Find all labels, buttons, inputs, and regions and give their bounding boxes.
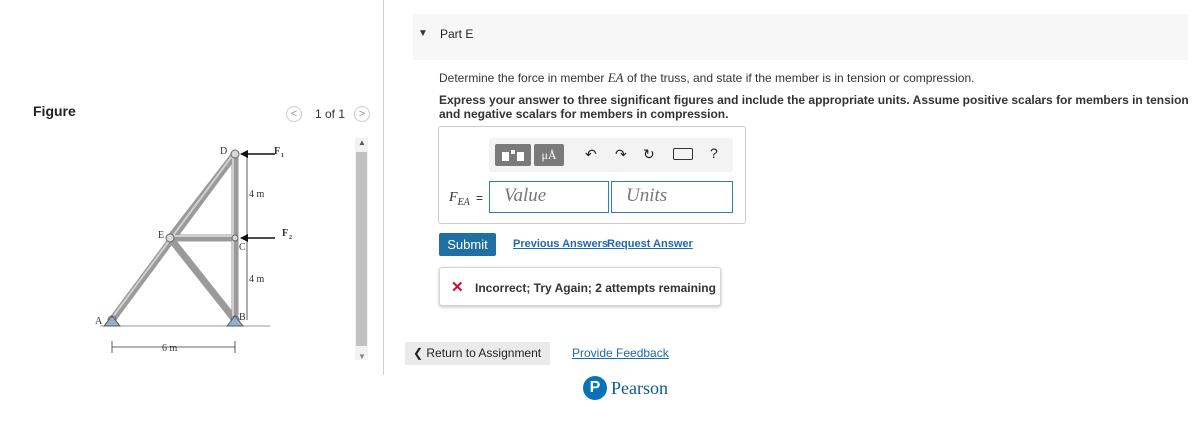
request-answer-link[interactable]: Request Answer bbox=[607, 238, 693, 250]
label-F2-sub: 2 bbox=[289, 235, 292, 241]
member-EB bbox=[170, 238, 235, 320]
collapse-caret-icon[interactable]: ▼ bbox=[418, 28, 428, 39]
figure-scrollbar-thumb[interactable] bbox=[356, 152, 367, 346]
keyboard-icon[interactable] bbox=[673, 148, 693, 160]
feedback-text: Incorrect; Try Again; 2 attempts remaining bbox=[475, 281, 716, 295]
figure-prev-button[interactable]: < bbox=[286, 106, 302, 122]
units-button[interactable]: μÅ bbox=[534, 144, 564, 166]
part-title: Part E bbox=[440, 27, 474, 41]
label-F1-sub: 1 bbox=[281, 153, 284, 159]
templates-button[interactable] bbox=[495, 144, 531, 166]
return-to-assignment-button[interactable]: ❮ Return to Assignment bbox=[405, 342, 550, 365]
question-text: Determine the force in member EA of the truss, and state if the member is in tension or compression. bbox=[439, 70, 975, 85]
answer-instructions: Express your answer to three significant figures and include the appropriate units. Assume positive scalars for members in tension and negative scalars for members in compression. bbox=[439, 93, 1189, 121]
pearson-logo-icon: P bbox=[583, 376, 607, 400]
dim-upper: 4 m bbox=[249, 189, 265, 200]
truss-figure bbox=[90, 140, 290, 360]
scroll-up-icon[interactable]: ▲ bbox=[358, 138, 366, 147]
figure-pager-text: 1 of 1 bbox=[315, 107, 346, 121]
panel-divider bbox=[383, 0, 384, 375]
figure-next-button[interactable]: > bbox=[354, 106, 370, 122]
label-B: B bbox=[239, 312, 246, 323]
math-toolbar bbox=[489, 138, 733, 172]
part-header[interactable] bbox=[413, 14, 1188, 60]
redo-icon[interactable]: ↷ bbox=[615, 146, 627, 162]
chevron-left-icon: ❮ bbox=[413, 346, 427, 360]
incorrect-icon: ✕ bbox=[451, 279, 464, 296]
submit-button[interactable]: Submit bbox=[439, 233, 496, 256]
help-icon[interactable]: ? bbox=[710, 145, 718, 161]
dim-lower: 4 m bbox=[249, 274, 265, 285]
templates-icon bbox=[501, 149, 525, 163]
equals-sign: = bbox=[476, 191, 484, 205]
label-D: D bbox=[220, 146, 228, 157]
variable-label: $F_{EA}$ bbox=[449, 190, 470, 208]
figure-title: Figure bbox=[33, 103, 76, 119]
reset-icon[interactable]: ↻ bbox=[643, 146, 655, 162]
units-input[interactable]: Units bbox=[611, 181, 733, 213]
undo-icon[interactable]: ↶ bbox=[585, 146, 597, 162]
label-E: E bbox=[158, 230, 165, 241]
label-C: C bbox=[239, 242, 246, 253]
dim-base: 6 m bbox=[162, 343, 178, 354]
member-symbol: EA bbox=[607, 70, 624, 85]
scroll-down-icon[interactable]: ▼ bbox=[358, 352, 366, 361]
previous-answers-link[interactable]: Previous Answers bbox=[513, 238, 608, 250]
label-A: A bbox=[95, 316, 103, 327]
provide-feedback-link[interactable]: Provide Feedback bbox=[572, 346, 669, 360]
label-F1: F bbox=[274, 146, 281, 157]
pearson-brand: Pearson bbox=[611, 378, 668, 398]
label-F2: F bbox=[282, 228, 289, 239]
value-input[interactable]: Value bbox=[489, 181, 609, 213]
